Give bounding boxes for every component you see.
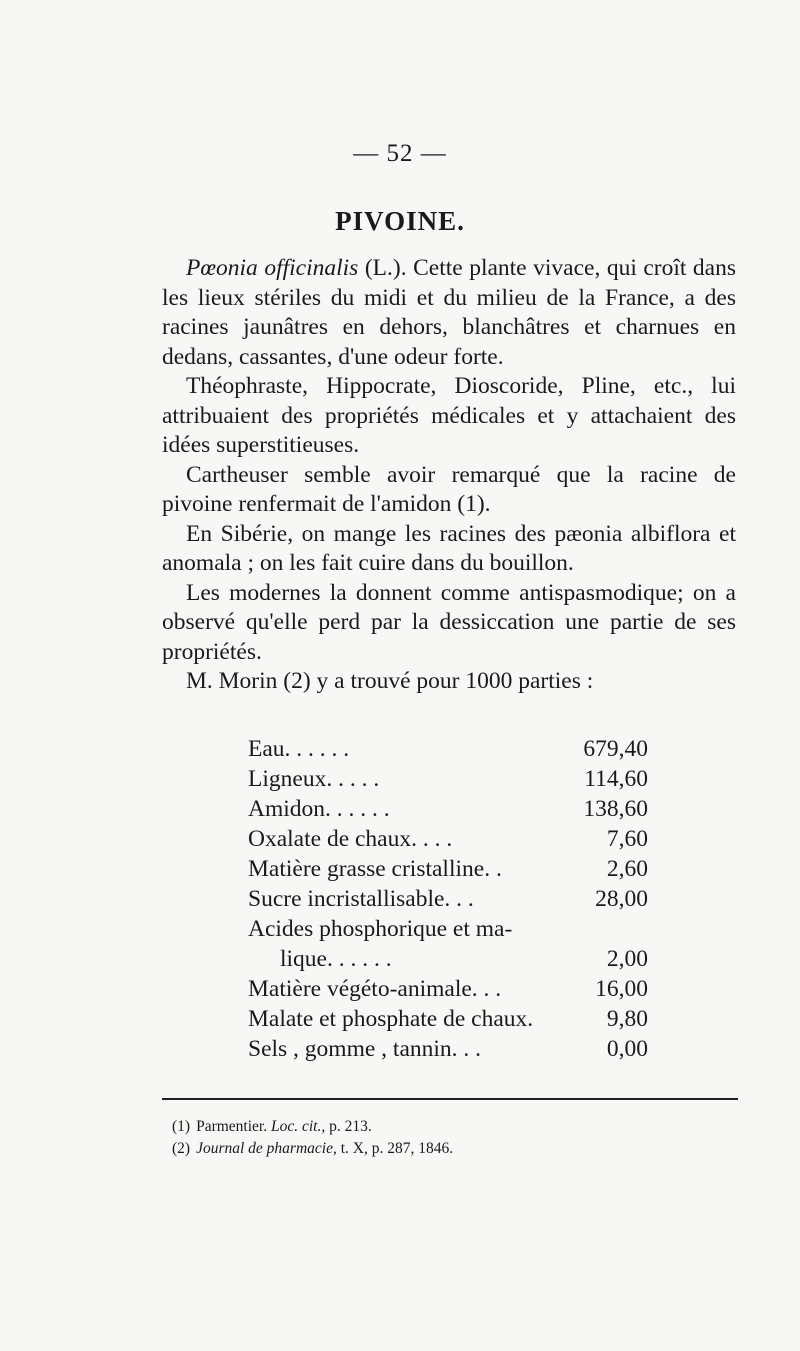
- composition-label: lique. . . . . .: [280, 946, 392, 972]
- composition-label: Malate et phosphate de chaux.: [248, 1006, 534, 1032]
- composition-table: [248, 734, 648, 1064]
- composition-value: 2,60: [606, 856, 648, 882]
- body-text: [162, 254, 736, 697]
- composition-row: [248, 794, 648, 824]
- composition-label: Sels , gomme , tannin. . .: [248, 1036, 482, 1062]
- composition-value: 2,00: [606, 946, 648, 972]
- footnotes: [172, 1116, 732, 1160]
- composition-row: [248, 884, 648, 914]
- composition-value: 679,40: [583, 736, 648, 762]
- composition-row: [248, 824, 648, 854]
- composition-value: 16,00: [595, 976, 648, 1002]
- paragraph-3: Cartheuser semble avoir remarqué que la racine de pivoine renfermait de l'amidon (1).: [162, 461, 736, 517]
- composition-label: Sucre incristallisable. . .: [248, 886, 474, 912]
- composition-row: [248, 1004, 648, 1034]
- paragraph-2: Théophraste, Hippocrate, Dioscoride, Pline, etc., lui attribuaient des propriétés médicales et y attachaient des idées superstitieuses.: [162, 373, 736, 458]
- composition-label: Oxalate de chaux. . . .: [248, 826, 453, 852]
- composition-value: 138,60: [583, 796, 648, 822]
- composition-row: [248, 734, 648, 764]
- composition-row: [248, 974, 648, 1004]
- composition-row: [248, 1034, 648, 1064]
- footnote-text: , t. X, p. 287, 1846.: [332, 1140, 454, 1157]
- composition-row: [248, 764, 648, 794]
- latin-name: Pœonia officinalis: [186, 255, 359, 281]
- composition-label: Matière grasse cristalline. .: [248, 856, 502, 882]
- footnote-divider: [162, 1098, 738, 1100]
- footnote-2: [172, 1138, 732, 1160]
- page-number: — 52 —: [353, 140, 447, 167]
- composition-value: 7,60: [606, 826, 648, 852]
- footnote-text: Parmentier.: [196, 1118, 271, 1135]
- composition-row: [248, 914, 648, 944]
- paragraph-4: En Sibérie, on mange les racines des pæonia albiflora et anomala ; on les fait cuire dans du bouillon.: [162, 520, 736, 576]
- composition-row: [248, 854, 648, 884]
- composition-value: 114,60: [584, 766, 648, 792]
- composition-label: Amidon. . . . . .: [248, 796, 390, 822]
- paragraph-5: Les modernes la donnent comme antispasmodique; on a observé qu'elle perd par la dessiccation une partie de ses propriétés.: [162, 579, 736, 665]
- footnote-text: , p. 213.: [321, 1118, 372, 1135]
- paragraph-6: M. Morin (2) y a trouvé pour 1000 parties :: [186, 668, 594, 694]
- paragraph-1: [162, 254, 736, 372]
- composition-value: 0,00: [606, 1036, 648, 1062]
- composition-value: 9,80: [606, 1006, 648, 1032]
- composition-row: [248, 944, 648, 974]
- paragraph-1-text: (L.). Cette plante vivace, qui croît dans les lieux stériles du midi et du milieu de la France, a des racines jaunâtres en dehors, blanchâtres et charnues en dedans, cassantes, d'une odeur forte.: [162, 255, 737, 370]
- footnote-number: (1): [172, 1118, 191, 1135]
- footnote-1: [172, 1116, 732, 1138]
- footnote-number: (2): [172, 1140, 191, 1157]
- composition-label: Eau. . . . . .: [248, 736, 350, 762]
- composition-value: 28,00: [595, 886, 648, 912]
- composition-label: Ligneux. . . . .: [248, 766, 380, 792]
- composition-label: Matière végéto-animale. . .: [248, 976, 502, 1002]
- composition-label: Acides phosphorique et ma-: [248, 916, 513, 942]
- section-title: PIVOINE.: [335, 206, 465, 236]
- footnote-italic: Loc. cit.: [270, 1118, 322, 1135]
- footnote-italic: Journal de pharmacie: [196, 1140, 333, 1157]
